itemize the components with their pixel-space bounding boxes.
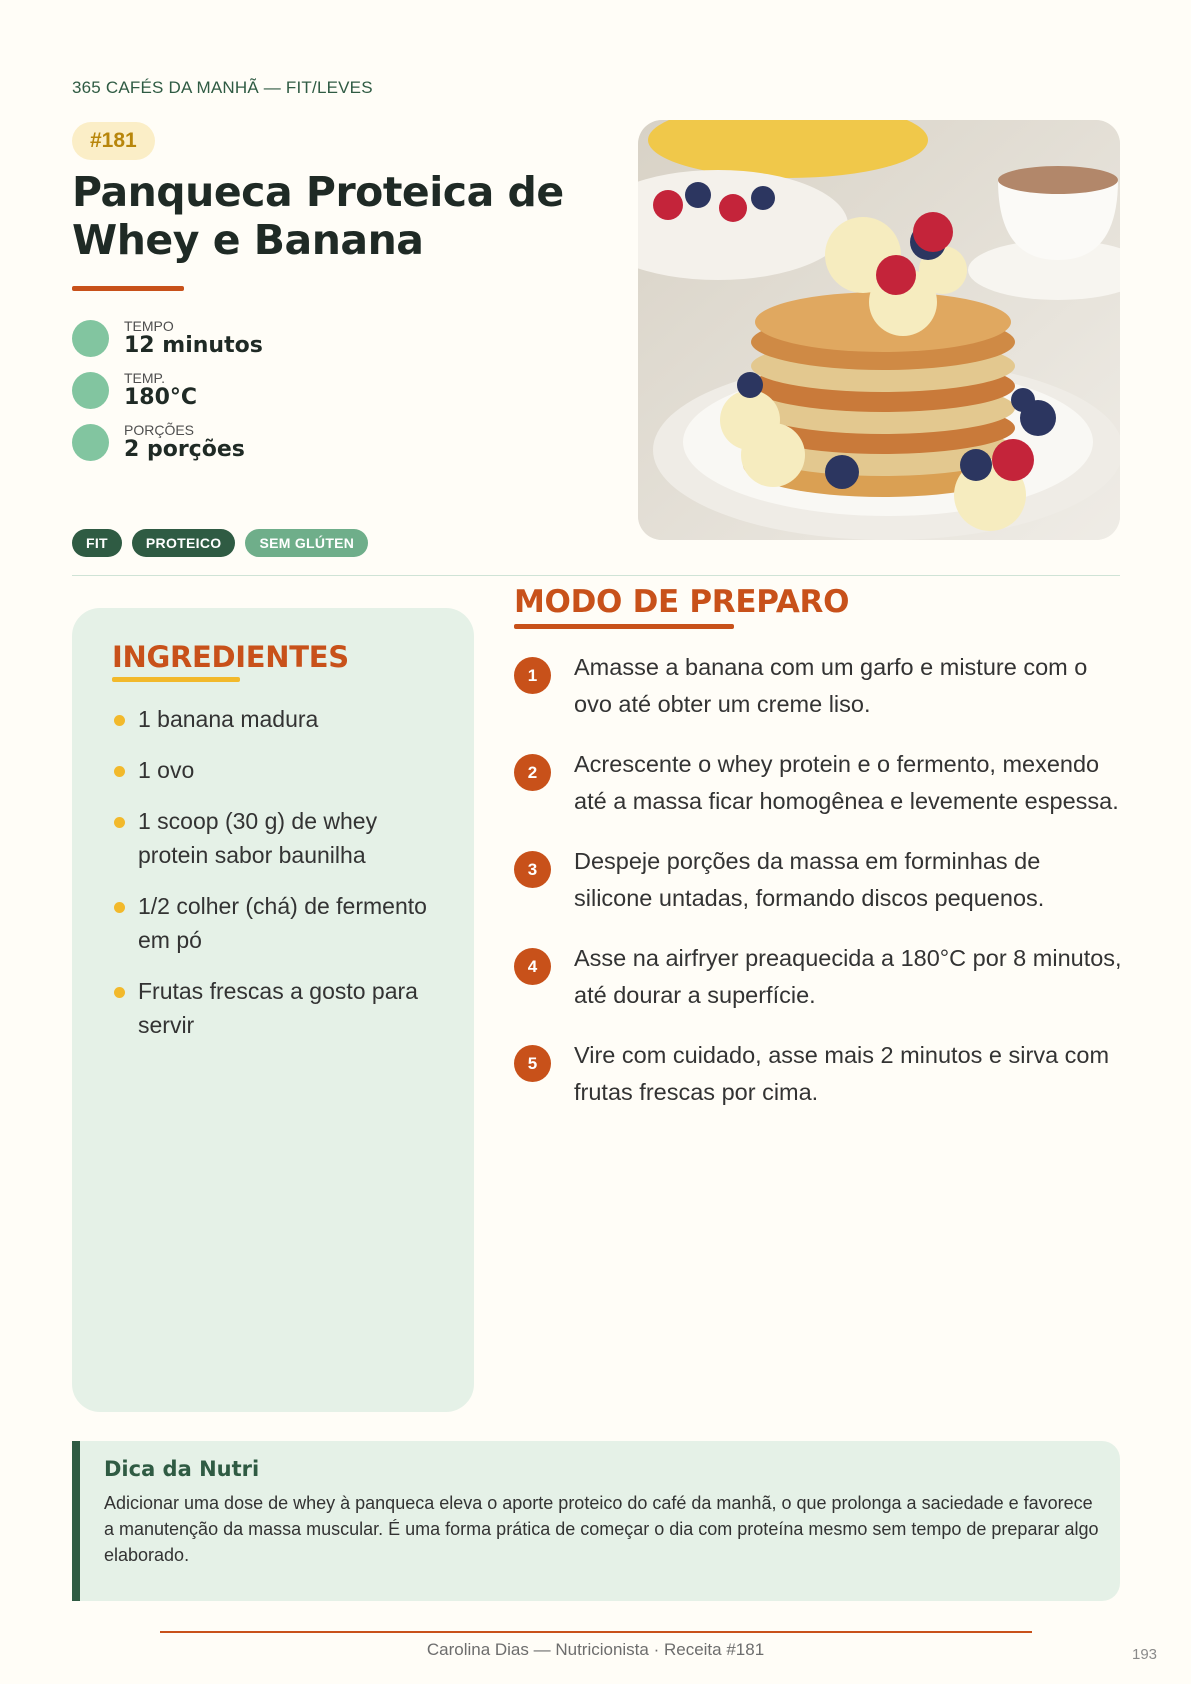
section-divider	[72, 575, 1120, 576]
meta-label: TEMPO	[124, 317, 174, 334]
recipe-number-badge: #181	[72, 122, 155, 160]
tag-fit: FIT	[72, 529, 122, 557]
step-text: Acrescente o whey protein e o fermento, mexendo até a massa ficar homogênea e levemente espessa.	[574, 751, 1119, 814]
step-item	[514, 1037, 1124, 1110]
ingredient-item: 1/2 colher (chá) de fermento em pó	[112, 889, 442, 957]
meta-temperature	[72, 368, 197, 412]
tip-heading: Dica da Nutri	[104, 1457, 260, 1481]
ingredients-heading: INGREDIENTES	[112, 640, 349, 674]
recipe-photo	[638, 120, 1120, 540]
meta-value: 180°C	[124, 384, 198, 410]
step-item	[514, 843, 1124, 916]
step-number: 5	[514, 1045, 551, 1082]
page-number: 193	[1132, 1646, 1158, 1663]
step-text: Despeje porções da massa em forminhas de silicone untadas, formando discos pequenos.	[574, 848, 1045, 911]
servings-icon	[72, 424, 109, 461]
step-number: 4	[514, 948, 551, 985]
meta-value: 12 minutos	[124, 332, 263, 358]
preparation-steps	[514, 649, 1124, 1134]
meta-label: TEMP.	[124, 369, 165, 386]
step-text: Asse na airfryer preaquecida a 180°C por 8 minutos, até dourar a superfície.	[574, 945, 1122, 1008]
preparation-heading: MODO DE PREPARO	[514, 584, 850, 620]
book-kicker: 365 CAFÉS DA MANHÃ — FIT/LEVES	[72, 78, 373, 97]
preparation-underline	[514, 624, 734, 629]
meta-label: PORÇÕES	[124, 421, 195, 438]
recipe-title: Panqueca Proteica de Whey e Banana	[72, 168, 564, 264]
step-text: Vire com cuidado, asse mais 2 minutos e sirva com frutas frescas por cima.	[574, 1042, 1110, 1105]
step-item	[514, 649, 1124, 722]
footer-credit: Carolina Dias — Nutricionista · Receita #181	[426, 1640, 765, 1659]
step-item	[514, 940, 1124, 1013]
ingredients-list	[112, 702, 442, 1059]
time-icon	[72, 320, 109, 357]
ingredient-item: 1 banana madura	[112, 702, 442, 736]
step-number: 2	[514, 754, 551, 791]
tag-proteico: PROTEICO	[132, 529, 236, 557]
step-number: 1	[514, 657, 551, 694]
meta-time	[72, 316, 263, 360]
step-number: 3	[514, 851, 551, 888]
pancake-stack-illustration	[638, 120, 1120, 540]
title-underline	[72, 286, 184, 291]
tag-sem-gluten: SEM GLÚTEN	[245, 529, 368, 557]
meta-servings	[72, 420, 245, 464]
step-text: Amasse a banana com um garfo e misture com o ovo até obter um creme liso.	[574, 654, 1088, 717]
ingredient-item: 1 ovo	[112, 753, 442, 787]
footer-rule	[160, 1631, 1032, 1633]
step-item	[514, 746, 1124, 819]
tip-text: Adicionar uma dose de whey à panqueca eleva o aporte proteico do café da manhã, o que prolonga a saciedade e favorece a manutenção da massa muscular. É uma forma prática de começar o dia com proteína mesmo sem tempo de preparar algo elaborado.	[104, 1493, 1099, 1565]
tag-list	[72, 529, 368, 557]
ingredient-item: Frutas frescas a gosto para servir	[112, 974, 442, 1042]
ingredients-underline	[112, 677, 240, 682]
meta-value: 2 porções	[124, 436, 245, 462]
thermometer-icon	[72, 372, 109, 409]
ingredient-item: 1 scoop (30 g) de whey protein sabor baunilha	[112, 804, 442, 872]
